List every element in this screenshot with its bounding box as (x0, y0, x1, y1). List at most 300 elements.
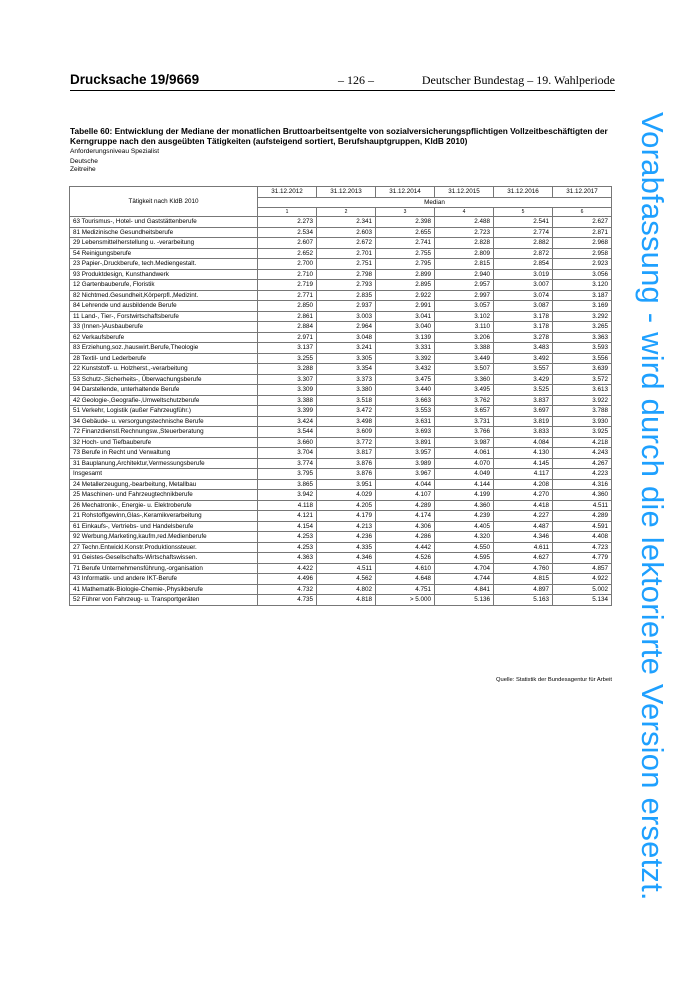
median-value-cell: 2.835 (317, 290, 376, 301)
median-value-cell: 2.701 (317, 248, 376, 259)
median-value-cell: 4.118 (258, 500, 317, 511)
median-value-cell: 2.341 (317, 217, 376, 228)
median-value-cell: 4.267 (553, 458, 612, 469)
median-value-cell: 4.760 (494, 563, 553, 574)
median-value-cell: 4.320 (435, 532, 494, 543)
column-index: 5 (494, 208, 553, 217)
page-number: – 126 – (338, 73, 374, 87)
median-value-cell: 3.817 (317, 448, 376, 459)
median-value-cell: 3.178 (494, 322, 553, 333)
median-value-cell: 4.239 (435, 511, 494, 522)
occupation-cell: 81 Medizinische Gesundheitsberufe (70, 227, 258, 238)
median-value-cell: 4.346 (317, 553, 376, 564)
median-value-cell: 3.957 (376, 448, 435, 459)
median-value-cell: 3.019 (494, 269, 553, 280)
median-value-cell: 4.511 (317, 563, 376, 574)
median-value-cell: 4.897 (494, 584, 553, 595)
median-value-cell: 4.205 (317, 500, 376, 511)
median-value-cell: 3.930 (553, 416, 612, 427)
table-title: Tabelle 60: Entwicklung der Mediane der monatlichen Bruttoarbeitsentgelte von sozialversicherungspflichtigen Vollzeitbeschäftigten der Kerngruppe nach den ausgeübten Tätigkeiten (aufsteigend sortiert, Berufshauptgruppen, KldB 2010) (70, 126, 608, 146)
median-value-cell: 4.199 (435, 490, 494, 501)
median-value-cell: 4.145 (494, 458, 553, 469)
median-value-cell: 3.388 (258, 395, 317, 406)
median-value-cell: 3.429 (494, 374, 553, 385)
occupation-cell: 54 Reinigungsberufe (70, 248, 258, 259)
median-value-cell: 3.663 (376, 395, 435, 406)
date-header: 31.12.2016 (494, 187, 553, 198)
median-value-cell: 3.041 (376, 311, 435, 322)
occupation-cell: 72 Finanzdienstl.Rechnungsw.,Steuerberatung (70, 427, 258, 438)
median-value-cell: 4.289 (553, 511, 612, 522)
occupation-cell: 63 Tourismus-, Hotel- und Gaststättenberufe (70, 217, 258, 228)
median-value-cell: 4.704 (435, 563, 494, 574)
occupation-cell: 31 Bauplanung,Architektur,Vermessungsberufe (70, 458, 258, 469)
median-value-cell: 3.557 (494, 364, 553, 375)
median-value-cell: 2.771 (258, 290, 317, 301)
table-row (70, 217, 612, 228)
table-row (70, 311, 612, 322)
median-value-cell: 2.607 (258, 238, 317, 249)
median-value-cell: 4.236 (317, 532, 376, 543)
median-value-cell: 4.526 (376, 553, 435, 564)
source-note: Quelle: Statistik der Bundesagentur für Arbeit (495, 677, 612, 683)
median-value-cell: 3.360 (435, 374, 494, 385)
occupation-cell: 33 (Innen-)Ausbauberufe (70, 322, 258, 333)
median-value-cell: 3.704 (258, 448, 317, 459)
median-value-cell: 2.923 (553, 259, 612, 270)
date-header: 31.12.2017 (553, 187, 612, 198)
median-value-cell: 3.572 (553, 374, 612, 385)
occupation-column-header: Tätigkeit nach KldB 2010 (70, 187, 258, 217)
median-value-cell: 2.534 (258, 227, 317, 238)
table-row (70, 521, 612, 532)
median-value-cell: 3.498 (317, 416, 376, 427)
median-value-cell: 3.795 (258, 469, 317, 480)
median-value-cell: 3.475 (376, 374, 435, 385)
median-value-cell: 3.206 (435, 332, 494, 343)
median-value-cell: 4.802 (317, 584, 376, 595)
median-value-cell: 4.857 (553, 563, 612, 574)
median-value-cell: 2.964 (317, 322, 376, 333)
median-value-cell: 2.672 (317, 238, 376, 249)
median-value-cell: 2.398 (376, 217, 435, 228)
occupation-cell: 62 Verkaufsberufe (70, 332, 258, 343)
median-value-cell: 2.627 (553, 217, 612, 228)
median-value-cell: 3.265 (553, 322, 612, 333)
median-value-cell: 3.483 (494, 343, 553, 354)
occupation-cell: 27 Techn.Entwickl.Konstr.Produktionssteuer. (70, 542, 258, 553)
draft-watermark: Vorabfassung - wird durch die lektorierte Version ersetzt. (635, 112, 670, 901)
median-value-cell: 3.057 (435, 301, 494, 312)
occupation-cell: 51 Verkehr, Logistik (außer Fahrzeugführ.) (70, 406, 258, 417)
median-value-cell: 3.292 (553, 311, 612, 322)
median-value-cell: 4.496 (258, 574, 317, 585)
median-value-cell: 4.841 (435, 584, 494, 595)
median-value-cell: 3.440 (376, 385, 435, 396)
median-value-cell: 3.432 (376, 364, 435, 375)
occupation-cell: 21 Rohstoffgewinn,Glas-,Keramikverarbeitung (70, 511, 258, 522)
column-index: 3 (376, 208, 435, 217)
median-value-cell: 3.087 (494, 301, 553, 312)
median-value-cell: 4.121 (258, 511, 317, 522)
median-value-cell: 4.405 (435, 521, 494, 532)
occupation-cell: 42 Geologie-,Geografie-,Umweltschutzberufe (70, 395, 258, 406)
median-value-cell: 3.593 (553, 343, 612, 354)
median-value-cell: 3.697 (494, 406, 553, 417)
median-value-cell: 4.815 (494, 574, 553, 585)
table-row (70, 448, 612, 459)
subtitle-series: Zeitreihe (70, 166, 96, 173)
median-value-cell: 2.710 (258, 269, 317, 280)
median-value-cell: 4.107 (376, 490, 435, 501)
median-value-cell: 4.306 (376, 521, 435, 532)
occupation-cell: 29 Lebensmittelherstellung u. -verarbeitung (70, 238, 258, 249)
median-value-cell: 4.223 (553, 469, 612, 480)
median-value-cell: 4.735 (258, 595, 317, 606)
median-value-cell: 2.652 (258, 248, 317, 259)
table-row (70, 553, 612, 564)
median-value-cell: 2.850 (258, 301, 317, 312)
median-value-cell: 4.744 (435, 574, 494, 585)
median-value-cell: 3.354 (317, 364, 376, 375)
median-value-cell: 4.270 (494, 490, 553, 501)
median-value-cell: 3.922 (553, 395, 612, 406)
median-value-cell: 3.518 (317, 395, 376, 406)
median-value-cell: 3.392 (376, 353, 435, 364)
median-value-cell: 3.553 (376, 406, 435, 417)
median-value-cell: 3.989 (376, 458, 435, 469)
median-value-cell: 3.837 (494, 395, 553, 406)
median-value-cell: 4.627 (494, 553, 553, 564)
column-index: 6 (553, 208, 612, 217)
median-value-cell: 3.255 (258, 353, 317, 364)
table-row (70, 353, 612, 364)
median-value-cell: 4.253 (258, 542, 317, 553)
median-value-cell: 2.793 (317, 280, 376, 291)
median-value-cell: 2.755 (376, 248, 435, 259)
table-row (70, 458, 612, 469)
median-value-cell: 2.719 (258, 280, 317, 291)
median-value-cell: 2.854 (494, 259, 553, 270)
median-value-cell: 4.442 (376, 542, 435, 553)
median-value-cell: 3.139 (376, 332, 435, 343)
date-header: 31.12.2015 (435, 187, 494, 198)
median-value-cell: 3.331 (376, 343, 435, 354)
median-value-cell: 2.774 (494, 227, 553, 238)
median-value-cell: 3.363 (553, 332, 612, 343)
table-body (70, 217, 612, 606)
median-value-cell: 4.591 (553, 521, 612, 532)
median-value-cell: 3.380 (317, 385, 376, 396)
median-value-cell: 3.657 (435, 406, 494, 417)
median-value-cell: 4.732 (258, 584, 317, 595)
median-value-cell: 4.243 (553, 448, 612, 459)
median-value-cell: 2.957 (435, 280, 494, 291)
column-index: 4 (435, 208, 494, 217)
median-value-cell: 3.833 (494, 427, 553, 438)
median-value-cell: 4.061 (435, 448, 494, 459)
median-value-cell: 4.044 (376, 479, 435, 490)
median-value-cell: 3.278 (494, 332, 553, 343)
table-row (70, 332, 612, 343)
median-value-cell: 3.399 (258, 406, 317, 417)
median-value-cell: 3.891 (376, 437, 435, 448)
median-value-cell: 4.611 (494, 542, 553, 553)
median-value-cell: 4.595 (435, 553, 494, 564)
median-value-cell: 3.178 (494, 311, 553, 322)
table-row (70, 511, 612, 522)
median-value-cell: 4.723 (553, 542, 612, 553)
occupation-cell: 41 Mathematik-Biologie-Chemie-,Physikberufe (70, 584, 258, 595)
median-value-cell: 3.544 (258, 427, 317, 438)
date-header-row (70, 187, 612, 198)
occupation-cell: 26 Mechatronik-, Energie- u. Elektroberufe (70, 500, 258, 511)
median-value-cell: 4.610 (376, 563, 435, 574)
median-value-cell: 2.700 (258, 259, 317, 270)
table-row (70, 269, 612, 280)
median-value-cell: 3.056 (553, 269, 612, 280)
occupation-cell: 22 Kunststoff- u. Holzherst.,-verarbeitung (70, 364, 258, 375)
median-value-cell: 3.449 (435, 353, 494, 364)
median-value-cell: 3.472 (317, 406, 376, 417)
median-value-cell: 3.309 (258, 385, 317, 396)
median-value-cell: 3.102 (435, 311, 494, 322)
median-value-cell: 3.556 (553, 353, 612, 364)
median-value-cell: 3.305 (317, 353, 376, 364)
median-value-cell: 4.218 (553, 437, 612, 448)
median-value-cell: 2.751 (317, 259, 376, 270)
median-value-cell: 3.967 (376, 469, 435, 480)
median-value-cell: 5.136 (435, 595, 494, 606)
occupation-cell: 83 Erziehung,soz.,hauswirt.Berufe,Theologie (70, 343, 258, 354)
table-row (70, 238, 612, 249)
median-value-cell: 3.492 (494, 353, 553, 364)
median-value-cell: 3.288 (258, 364, 317, 375)
median-value-cell: 3.187 (553, 290, 612, 301)
median-value-cell: 4.346 (494, 532, 553, 543)
median-value-cell: 2.895 (376, 280, 435, 291)
median-value-cell: 3.731 (435, 416, 494, 427)
median-value-cell: 2.655 (376, 227, 435, 238)
median-value-cell: 4.227 (494, 511, 553, 522)
publisher: Deutscher Bundestag – 19. Wahlperiode (421, 73, 615, 87)
median-value-cell: 3.876 (317, 469, 376, 480)
median-value-cell: 2.541 (494, 217, 553, 228)
median-value-cell: 2.997 (435, 290, 494, 301)
median-value-cell: 3.074 (494, 290, 553, 301)
subtitle-nationality: Deutsche (70, 158, 98, 165)
occupation-cell: 28 Textil- und Lederberufe (70, 353, 258, 364)
median-value-cell: 4.418 (494, 500, 553, 511)
occupation-cell: 91 Geistes-Gesellschafts-Wirtschaftswissen. (70, 553, 258, 564)
table-row (70, 290, 612, 301)
date-header: 31.12.2014 (376, 187, 435, 198)
median-value-cell: 4.179 (317, 511, 376, 522)
occupation-cell: 43 Informatik- und andere IKT-Berufe (70, 574, 258, 585)
median-value-cell: 4.360 (553, 490, 612, 501)
median-value-cell: 4.818 (317, 595, 376, 606)
table-row (70, 395, 612, 406)
table-row (70, 595, 612, 606)
occupation-cell: 94 Darstellende, unterhaltende Berufe (70, 385, 258, 396)
occupation-cell: 73 Berufe in Recht und Verwaltung (70, 448, 258, 459)
median-value-cell: 2.991 (376, 301, 435, 312)
median-value-cell: 3.766 (435, 427, 494, 438)
median-value-cell: 3.942 (258, 490, 317, 501)
median-value-cell: 3.772 (317, 437, 376, 448)
median-value-cell: 4.130 (494, 448, 553, 459)
median-value-cell: 4.751 (376, 584, 435, 595)
occupation-cell: 25 Maschinen- und Fahrzeugtechnikberufe (70, 490, 258, 501)
date-header: 31.12.2012 (258, 187, 317, 198)
median-value-cell: 4.029 (317, 490, 376, 501)
occupation-cell: 52 Führer von Fahrzeug- u. Transportgeräten (70, 595, 258, 606)
median-value-cell: 3.788 (553, 406, 612, 417)
median-value-cell: 3.003 (317, 311, 376, 322)
table-row (70, 563, 612, 574)
median-value-cell: 4.208 (494, 479, 553, 490)
median-value-cell: 3.876 (317, 458, 376, 469)
median-value-cell: 4.174 (376, 511, 435, 522)
median-value-cell: > 5.000 (376, 595, 435, 606)
table-row (70, 374, 612, 385)
median-value-cell: 2.815 (435, 259, 494, 270)
median-value-cell: 4.049 (435, 469, 494, 480)
median-value-cell: 2.968 (553, 238, 612, 249)
median-value-cell: 4.289 (376, 500, 435, 511)
median-value-cell: 4.070 (435, 458, 494, 469)
table-row (70, 500, 612, 511)
table-row (70, 248, 612, 259)
occupation-cell: 34 Gebäude- u. versorgungstechnische Berufe (70, 416, 258, 427)
median-value-cell: 4.335 (317, 542, 376, 553)
median-value-cell: 3.609 (317, 427, 376, 438)
median-value-cell: 2.940 (435, 269, 494, 280)
date-header: 31.12.2013 (317, 187, 376, 198)
median-value-cell: 2.603 (317, 227, 376, 238)
occupation-cell: 53 Schutz-,Sicherheits-, Überwachungsberufe (70, 374, 258, 385)
median-value-cell: 4.084 (494, 437, 553, 448)
median-value-cell: 5.002 (553, 584, 612, 595)
table-row (70, 364, 612, 375)
occupation-cell: 61 Einkaufs-, Vertriebs- und Handelsberufe (70, 521, 258, 532)
occupation-cell: 11 Land-, Tier-, Forstwirtschaftsberufe (70, 311, 258, 322)
median-value-cell: 3.110 (435, 322, 494, 333)
median-value-cell: 2.828 (435, 238, 494, 249)
median-value-cell: 2.273 (258, 217, 317, 228)
median-value-cell: 2.899 (376, 269, 435, 280)
median-value-cell: 3.631 (376, 416, 435, 427)
column-index: 1 (258, 208, 317, 217)
median-value-cell: 3.925 (553, 427, 612, 438)
table-row (70, 322, 612, 333)
median-value-cell: 4.154 (258, 521, 317, 532)
table-row (70, 427, 612, 438)
table-row (70, 584, 612, 595)
median-value-cell: 3.774 (258, 458, 317, 469)
median-value-cell: 2.809 (435, 248, 494, 259)
median-value-cell: 5.134 (553, 595, 612, 606)
median-value-cell: 2.884 (258, 322, 317, 333)
median-value-cell: 3.040 (376, 322, 435, 333)
median-value-cell: 5.163 (494, 595, 553, 606)
table-row (70, 532, 612, 543)
median-value-cell: 3.507 (435, 364, 494, 375)
table-row (70, 490, 612, 501)
median-value-cell: 2.871 (553, 227, 612, 238)
median-value-cell: 2.723 (435, 227, 494, 238)
median-value-cell: 3.819 (494, 416, 553, 427)
median-value-cell: 3.693 (376, 427, 435, 438)
occupation-cell: 82 Nichtmed.Gesundheit,Körperpfl.,Medizint. (70, 290, 258, 301)
median-value-cell: 2.741 (376, 238, 435, 249)
occupation-cell: 71 Berufe Unternehmensführung,-organisation (70, 563, 258, 574)
median-value-cell: 3.951 (317, 479, 376, 490)
occupation-cell: 32 Hoch- und Tiefbauberufe (70, 437, 258, 448)
median-value-cell: 3.613 (553, 385, 612, 396)
median-value-cell: 3.137 (258, 343, 317, 354)
median-value-cell: 4.648 (376, 574, 435, 585)
table-row (70, 343, 612, 354)
median-value-cell: 4.779 (553, 553, 612, 564)
median-value-cell: 4.316 (553, 479, 612, 490)
median-value-cell: 4.550 (435, 542, 494, 553)
median-header: Median (258, 197, 612, 208)
occupation-cell: 24 Metallerzeugung,-bearbeitung, Metallbau (70, 479, 258, 490)
median-value-cell: 3.388 (435, 343, 494, 354)
median-value-cell: 4.511 (553, 500, 612, 511)
median-value-cell: 2.971 (258, 332, 317, 343)
table-row (70, 574, 612, 585)
median-value-cell: 2.798 (317, 269, 376, 280)
median-value-cell: 3.424 (258, 416, 317, 427)
median-value-cell: 4.286 (376, 532, 435, 543)
median-value-cell: 3.660 (258, 437, 317, 448)
median-value-cell: 3.007 (494, 280, 553, 291)
median-wages-table (69, 186, 612, 606)
median-value-cell: 3.048 (317, 332, 376, 343)
occupation-cell: 12 Gartenbauberufe, Floristik (70, 280, 258, 291)
median-value-cell: 4.487 (494, 521, 553, 532)
median-value-cell: 3.987 (435, 437, 494, 448)
median-value-cell: 3.307 (258, 374, 317, 385)
median-value-cell: 4.922 (553, 574, 612, 585)
occupation-cell: 23 Papier-,Druckberufe, tech.Mediengestalt. (70, 259, 258, 270)
median-value-cell: 2.872 (494, 248, 553, 259)
table-row (70, 301, 612, 312)
table-row (70, 259, 612, 270)
median-value-cell: 2.488 (435, 217, 494, 228)
median-value-cell: 2.937 (317, 301, 376, 312)
median-value-cell: 3.120 (553, 280, 612, 291)
column-index: 2 (317, 208, 376, 217)
occupation-cell: 84 Lehrende und ausbildende Berufe (70, 301, 258, 312)
table-row (70, 406, 612, 417)
median-value-cell: 3.169 (553, 301, 612, 312)
table-row (70, 542, 612, 553)
table-row (70, 479, 612, 490)
median-value-cell: 4.117 (494, 469, 553, 480)
document-number: Drucksache 19/9669 (70, 72, 200, 87)
page-header (70, 72, 615, 92)
table-row (70, 227, 612, 238)
median-value-cell: 3.373 (317, 374, 376, 385)
table-row (70, 385, 612, 396)
median-value-cell: 4.363 (258, 553, 317, 564)
median-value-cell: 4.213 (317, 521, 376, 532)
header-rule (70, 90, 615, 91)
subtitle-level: Anforderungsniveau Spezialist (70, 148, 160, 155)
